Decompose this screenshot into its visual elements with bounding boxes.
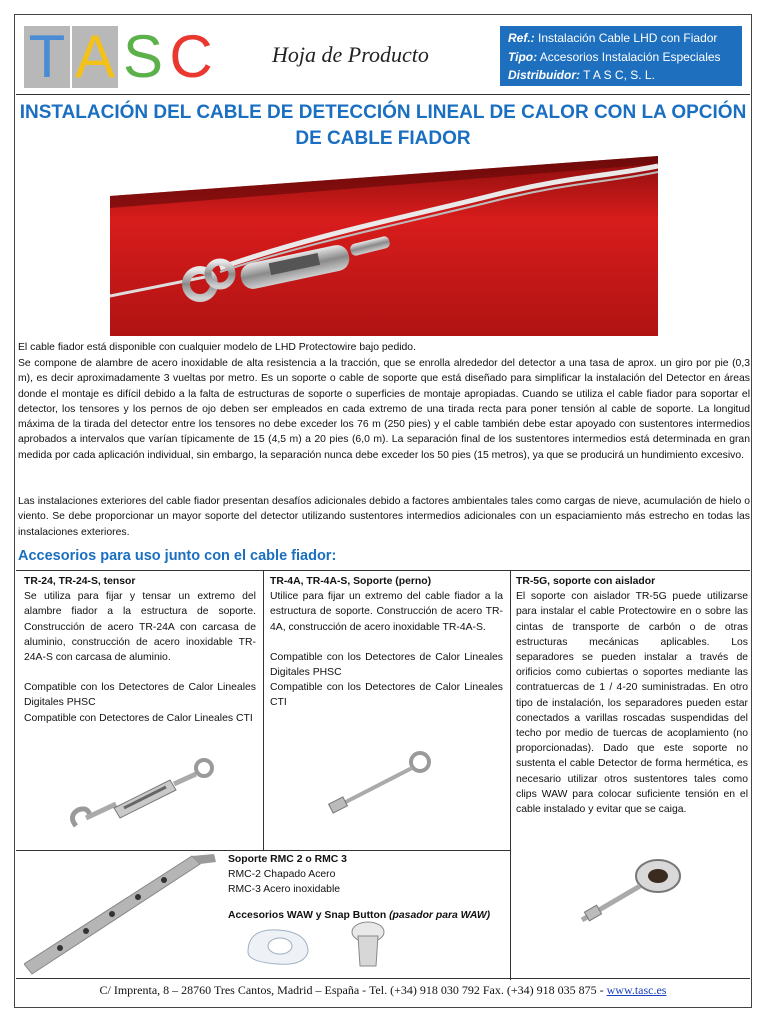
tr5g-description: El soporte con aislador TR-5G puede utilizarse para instalar el cable Protectowire en o sobre las cintas de transporte de carbón o de otras estructuras mecánicas aplicables. Los separadores se pueden instalar a través de orificios como cubiertas o soportes mediante las contratuercas de 1 / 4-20 suministradas. En otro tipo de instalación, los separadores pueden estar conectados a varillas roscadas suspendidas del techo por medio de tuercas de acoplamiento (no proporcionadas). Dado que este soporte no sustenta el cable Detector de forma hermética, es necesario utilizar otros sustentores tales como clips WAW para colocar suficiente tensión en el cable instalado y evitar que se caiga.	[516, 591, 748, 816]
messenger-cable-photo	[110, 156, 658, 336]
eye-bolt-image	[320, 748, 440, 820]
accessories-heading: Accesorios para uso junto con el cable fiador:	[18, 548, 337, 564]
column-divider-1	[263, 570, 264, 850]
footer-divider	[16, 978, 750, 979]
document-title: INSTALACIÓN DEL CABLE DE DETECCIÓN LINEAL DE CALOR CON LA OPCIÓN DE CABLE FIADOR	[19, 102, 747, 149]
intro-paragraph-1: El cable fiador está disponible con cualquier modelo de LHD Protectowire bajo pedido.	[18, 342, 416, 353]
footer-address: C/ Imprenta, 8 – 28760 Tres Cantos, Madrid – España - Tel. (+34) 918 030 792 Fax. (+34) 918 035 875 -	[99, 983, 607, 997]
tr4a-compat-phsc: Compatible con los Detectores de Calor Lineales Digitales PHSC	[270, 651, 503, 679]
logo-letter-c: C	[169, 23, 213, 90]
logo-letter-s: S	[120, 26, 166, 88]
tr4a-description: Utilice para fijar un extremo del cable fiador a la estructura de soporte. Construcción de acero TR-4A, construcción de acero inoxidable TR-4A-S.	[270, 591, 503, 633]
distribuidor-value: T A S C, S. L.	[580, 68, 655, 82]
header-divider	[16, 94, 750, 95]
tr24-compat-cti: Compatible con Detectores de Calor Lineales CTI	[24, 712, 253, 724]
rmc-cell	[228, 852, 503, 923]
website-link[interactable]: www.tasc.es	[606, 983, 667, 997]
waw-heading: Accesorios WAW y Snap Button	[228, 909, 387, 921]
tr24-cell	[24, 574, 256, 726]
reference-box	[500, 26, 742, 86]
product-sheet-label: Hoja de Producto	[272, 42, 429, 67]
tr5g-heading: TR-5G, soporte con aislador	[516, 576, 656, 587]
tr4a-heading: TR-4A, TR-4A-S, Soporte (perno)	[270, 576, 432, 587]
snap-button-image	[348, 920, 388, 974]
logo-letter-a: A	[72, 26, 118, 88]
tr5g-cell	[516, 574, 748, 817]
rmc-heading: Soporte RMC 2 o RMC 3	[228, 854, 347, 865]
tr24-heading: TR-24, TR-24-S, tensor	[24, 576, 136, 587]
rmc2-text: RMC-2 Chapado Acero	[228, 869, 336, 881]
rmc-bracket-image	[24, 852, 220, 976]
tr4a-compat-cti: Compatible con los Detectores de Calor Lineales CTI	[270, 682, 503, 709]
ref-value: Instalación Cable LHD con Fiador	[534, 31, 718, 45]
rmc3-text: RMC-3 Acero inoxidable	[228, 884, 341, 896]
insulator-bracket-image	[568, 852, 698, 932]
tasc-logo	[24, 23, 216, 90]
column-divider-2	[510, 570, 511, 980]
logo-letter-t: T	[24, 26, 70, 88]
tipo-value: Accesorios Instalación Especiales	[537, 49, 721, 64]
turnbuckle-image	[66, 756, 216, 840]
row-divider	[16, 850, 510, 851]
intro-paragraph-3: Las instalaciones exteriores del cable fiador presentan desafíos adicionales debido a factores ambientales tales como cargas de nieve, acumulación de hielo o viento. Se debe proporcionar un mayor soporte del detector utilizando sustentores intermedios adicionales con un espaciamiento más estrecho en todas las instalaciones exteriores.	[18, 496, 750, 538]
tr24-description: Se utiliza para fijar y tensar un extremo del alambre fiador a la estructura de soporte. Construcción de acero TR-24A con carcasa de aluminio, construcción de acero inoxidable TR-24A-S con carcasa de aluminio.	[24, 591, 256, 664]
rmc2-line	[228, 867, 503, 882]
intro-paragraph-2: Se compone de alambre de acero inoxidable de alta resistencia a la tracción, que se enrolla alrededor del detector a una tasa de aprox. un giro por pie (0,3 m), es decir aproximadamente 3 vueltas por metro. Es un soporte o cable de soporte que está diseñado para simplificar la instalación del Detector en áreas donde el montaje es difícil debido a la falta de estructuras de soporte o superficies de montaje apropiadas. Cuando se utiliza el cable fiador para soportar el detector, los tensores y los pernos de ojo deben ser empleados en cada extremo de una tirada recta para poner tensión al cable de soporte. La longitud máxima de la tirada del detector entre los tensores no debe exceder los 76 m (250 pies) y el cable también debe estar apoyado con sustentores intermedios aprobados a intervalos que varían típicamente de 15 (4,5 m) a 20 pies (6,0 m). La separación final de los sustentores intermedios está determinada en gran medida por cada aplicación individual, sin embargo, la separación nunca debe exceder los 50 pies (15 metros), ya que se producirá un hundimiento excesivo.	[18, 358, 750, 461]
accessories-top-border	[16, 570, 750, 571]
waw-clip-image	[240, 922, 320, 974]
tipo-label: Tipo:	[508, 49, 538, 64]
footer	[16, 983, 750, 998]
ref-label: Ref.:	[508, 31, 535, 45]
waw-note: (pasador para WAW)	[389, 909, 491, 921]
tr4a-cell	[270, 574, 503, 711]
distribuidor-label: Distribuidor:	[508, 68, 580, 82]
tr24-compat-phsc: Compatible con los Detectores de Calor Lineales Digitales PHSC	[24, 682, 256, 709]
